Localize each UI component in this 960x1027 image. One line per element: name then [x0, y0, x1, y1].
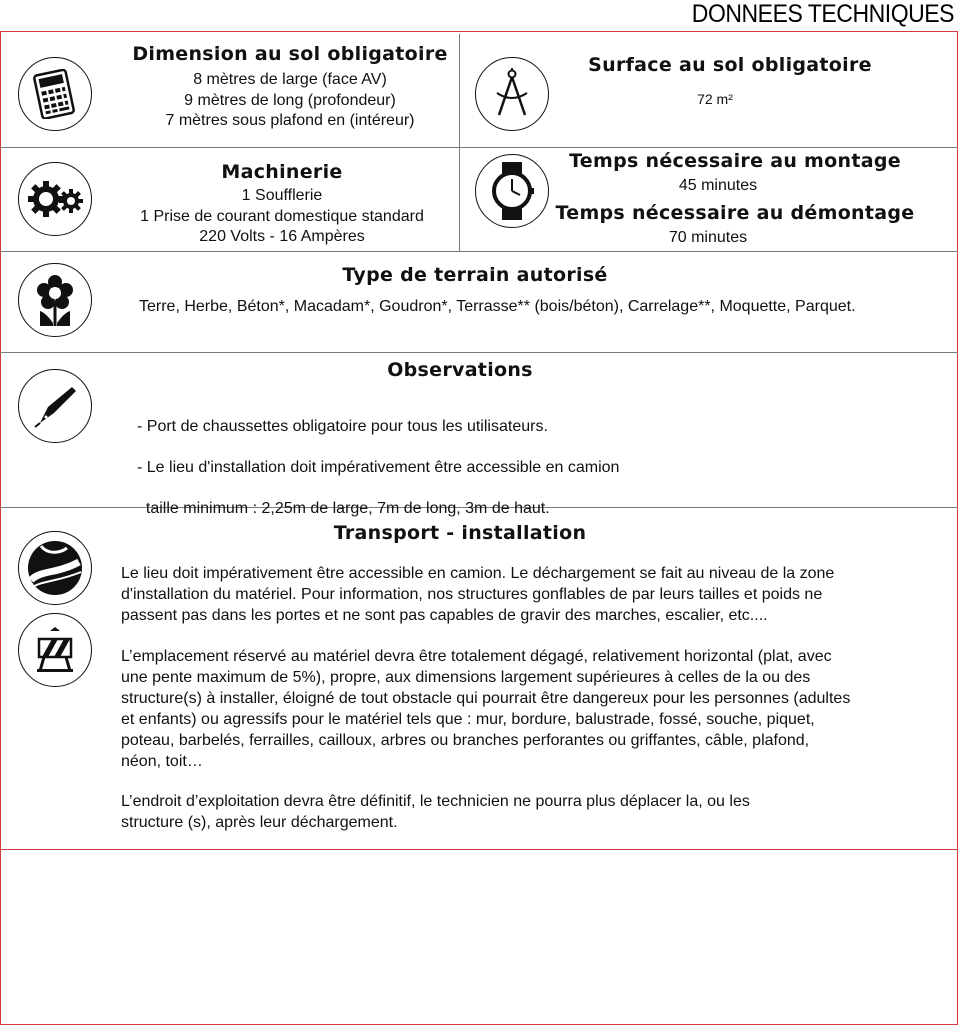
watch-icon — [475, 154, 549, 228]
transport-paragraph: L’emplacement réservé au matériel devra être totalement dégagé, relativement horizontal (plat, avec une pente maximum de 5%), propre, aux dimensions largement supérieures à celles de la ou des structure(s) à installer, éloigné de tout obstacle qui pourrait être dangereux pour les personnes (adultes et enfants) ou agressifs pour le matériel tels que : mur, bordure, balustrade, fossé, souche, piquet, poteau, barbelés, ferrailles, cailloux, arbres ou branches perforantes ou griffantes, câble, plafond, néon, toit… — [121, 648, 851, 770]
transport-section — [300, 522, 620, 544]
observation-item: - Le lieu d'installation doit impérativement être accessible en camion — [137, 458, 620, 476]
machinerie-line: 1 Soufflerie — [241, 187, 323, 204]
transport-paragraph: L’endroit d’exploitation devra être définitif, le technicien ne pourra plus déplacer la, ou les structure (s), après leur déchargement. — [121, 793, 750, 831]
dimension-line: 9 mètres de long (profondeur) — [184, 91, 396, 109]
montage-value: 45 minutes — [678, 177, 758, 194]
demontage-value: 70 minutes — [668, 229, 748, 246]
observation-item: taille minimum : 2,25m de large, 7m de long, 3m de haut. — [137, 499, 550, 517]
demontage-block — [545, 202, 925, 224]
observation-item: - Port de chaussettes obligatoire pour tous les utilisateurs. — [137, 417, 548, 435]
transport-paragraph: Le lieu doit impérativement être accessible en camion. Le déchargement se fait au niveau de la zone d'installation du matériel. Pour information, nos structures gonflables de par leurs tailles et poids ne passent pas dans les portes et ne sont pas capables de gravir des marches, escalier, etc.... — [121, 565, 835, 624]
compass-icon — [475, 57, 549, 131]
dimension-heading: Dimension au sol obligatoire — [132, 43, 448, 65]
dimension-line: 7 mètres sous plafond en (intéreur) — [165, 112, 415, 129]
page-title: DONNEES TECHNIQUES — [691, 0, 954, 28]
divider — [0, 251, 958, 252]
terrain-text: Terre, Herbe, Béton*, Macadam*, Goudron*, Terrasse** (bois/béton), Carrelage**, Moquette, Parquet. — [139, 298, 856, 315]
machinerie-heading: Machinerie — [221, 161, 343, 183]
road-icon — [18, 531, 92, 605]
dimension-line: 8 mètres de large (face AV) — [193, 71, 387, 88]
montage-heading: Temps nécessaire au montage — [569, 150, 901, 172]
surface-section — [560, 54, 900, 76]
pen-icon — [18, 369, 92, 443]
divider — [0, 147, 958, 148]
observations-heading: Observations — [387, 359, 533, 381]
dimension-section — [120, 43, 460, 132]
calculator-icon — [18, 57, 92, 131]
machinerie-section — [112, 161, 452, 248]
flower-icon — [18, 263, 92, 337]
transport-heading: Transport - installation — [333, 522, 587, 544]
surface-heading: Surface au sol obligatoire — [588, 54, 872, 76]
demontage-heading: Temps nécessaire au démontage — [555, 202, 915, 224]
divider — [0, 352, 958, 353]
observations-list — [137, 396, 857, 540]
temps-section — [560, 150, 910, 172]
roadblock-icon — [18, 613, 92, 687]
machinerie-line: 1 Prise de courant domestique standard — [140, 207, 424, 225]
surface-value: 72 m² — [697, 91, 733, 107]
machinerie-line: 220 Volts - 16 Ampères — [199, 228, 365, 245]
terrain-section — [290, 264, 660, 286]
terrain-heading: Type de terrain autorisé — [342, 264, 608, 286]
observations-section — [330, 359, 590, 381]
gears-icon — [18, 162, 92, 236]
divider — [0, 849, 958, 850]
